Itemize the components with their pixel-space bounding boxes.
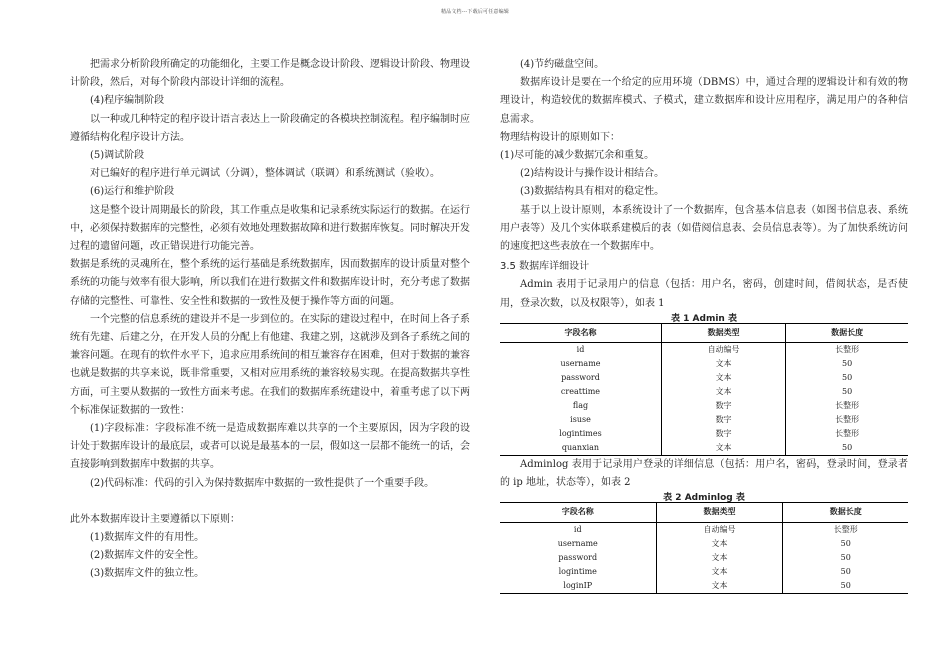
list-item: (4)节约磁盘空间。 — [520, 59, 605, 70]
list-item: (1)数据库文件的有用性。 — [90, 532, 205, 544]
table-row — [500, 343, 908, 358]
table-row — [500, 579, 908, 594]
table-row — [500, 522, 908, 537]
list-item: (3)数据库文件的独立性。 — [90, 568, 205, 580]
paragraph: 物理结构设计的原则如下： — [500, 131, 620, 143]
table-row — [500, 371, 908, 385]
table-cell: 50 — [786, 371, 908, 385]
left-column — [70, 56, 470, 584]
admin-table-container — [500, 313, 908, 456]
table-cell: 数字 — [661, 399, 785, 413]
column-header: 数据长度 — [783, 503, 908, 522]
table-cell: 50 — [783, 565, 908, 579]
table-cell: 文本 — [656, 565, 783, 579]
table-row — [500, 385, 908, 399]
list-item: (3)数据结构具有相对的稳定性。 — [520, 186, 665, 198]
table-cell: creattime — [560, 387, 601, 397]
right-column — [500, 56, 908, 594]
table-cell: 长整形 — [786, 399, 908, 413]
column-header: 字段名称 — [500, 323, 661, 342]
column-header: 字段名称 — [500, 503, 656, 522]
column-header: 数据类型 — [661, 323, 785, 342]
paragraph: (6)运行和维护阶段 — [90, 186, 175, 198]
table-cell: 文本 — [661, 385, 785, 399]
paragraph: (5)调试阶段 — [90, 150, 145, 162]
table-cell: 50 — [786, 357, 908, 371]
paragraph: (4)程序编制阶段 — [90, 95, 165, 107]
table-caption: 表 1 Admin 表 — [671, 313, 737, 324]
table-cell: 自动编号 — [656, 522, 783, 537]
table-row — [500, 551, 908, 565]
admin-table — [500, 323, 908, 456]
section-heading: 3.5 数据库详细设计 — [500, 261, 590, 273]
paragraph: (2)代码标准：代码的引入为保持数据库中数据的一致性提供了一个重要手段。 — [90, 477, 435, 489]
table-cell: 50 — [783, 551, 908, 565]
table-row — [500, 413, 908, 427]
table-cell: 长整形 — [786, 343, 908, 358]
table-caption: 表 2 Adminlog 表 — [663, 493, 745, 504]
table-cell: id — [573, 524, 582, 534]
table-cell: 长整形 — [786, 413, 908, 427]
list-item: (2)数据库文件的安全性。 — [90, 550, 205, 562]
table-row — [500, 441, 908, 456]
table-header-row — [500, 323, 908, 342]
table-cell: 文本 — [656, 579, 783, 594]
table-row — [500, 427, 908, 441]
table-cell: username — [560, 359, 601, 369]
table-cell: 文本 — [661, 357, 785, 371]
table-header-row — [500, 503, 908, 522]
paragraph: (1)字段标准：字段标准不统一是造成数据库难以共享的一个主要原因，因为字段的设计处于数据库设计的最底层，或者可以说是最基本的一层，假如这一层都不能统一的话，会直接影响到数据库中数据的共享。 — [70, 423, 470, 471]
table-row — [500, 357, 908, 371]
table-cell: 文本 — [661, 441, 785, 456]
table-cell: 50 — [783, 579, 908, 594]
table-cell: logintimes — [559, 429, 602, 439]
paragraph: 数据是系统的灵魂所在，整个系统的运行基础是系统数据库，因而数据库的设计质量对整个系统的功能与效率有很大影响，所以我们在进行数据文件和数据库设计时，充分考虑了数据存储的完整性、可靠性、安全性和数据的一致性及便于操作等方面的问题。 — [70, 259, 470, 307]
table-cell: 自动编号 — [661, 343, 785, 358]
table-cell: 50 — [783, 537, 908, 551]
table-cell: password — [561, 373, 600, 383]
table-cell: loginIP — [500, 579, 656, 594]
table-cell: 长整形 — [786, 427, 908, 441]
table-cell: isuse — [570, 415, 591, 425]
table-cell: 长整形 — [783, 522, 908, 537]
paragraph: 基于以上设计原则，本系统设计了一个数据库，包含基本信息表（如图书信息表、系统用户表等）及几个实体联系建模后的表（如借阅信息表、会员信息表等）。为了加快系统访问的速度把这些表放在一个数据库中。 — [500, 204, 908, 253]
paragraph: 此外本数据库设计主要遵循以下原则： — [70, 513, 240, 525]
table-cell: password — [558, 552, 598, 562]
table-cell: 文本 — [656, 537, 783, 551]
paragraph: 以一种或几种特定的程序设计语言表达上一阶段确定的各模块控制流程。程序编制时应遵循结构化程序设计方法。 — [70, 113, 470, 143]
paragraph: 数据库设计是要在一个给定的应用环境（DBMS）中，通过合理的逻辑设计和有效的物理设计，构造较优的数据库模式、子模式，建立数据库和设计应用程序，满足用户的各种信息需求。 — [500, 77, 908, 125]
table-cell: 50 — [786, 385, 908, 399]
list-item: (1)尽可能的减少数据冗余和重复。 — [500, 150, 655, 162]
table-cell: 文本 — [661, 371, 785, 385]
table-cell: logintime — [558, 566, 597, 576]
adminlog-table — [500, 502, 908, 593]
paragraph: 这是整个设计周期最长的阶段，其工作重点是收集和记录系统实际运行的数据。在运行中，必须保持数据库的完整性，必须有效地处理数据故障和进行数据库恢复。同时解决开发过程的遗留问题，改正错误进行功能完善。 — [70, 204, 470, 253]
table-row — [500, 399, 908, 413]
table-cell: quanxian — [500, 441, 661, 456]
table-row — [500, 565, 908, 579]
table-cell: 数字 — [661, 427, 785, 441]
page-header: 精品文档---下载后可任意编辑 — [440, 9, 510, 15]
table-cell: 文本 — [656, 551, 783, 565]
spacer — [70, 493, 470, 511]
paragraph: Admin 表用于记录用户的信息（包括：用户名，密码，创建时间，借阅状态，是否使用，登录次数，以及权限等），如表 1 — [500, 279, 908, 309]
paragraph: 一个完整的信息系统的建设并不是一步到位的。在实际的建设过程中，在时间上各子系统有先建、后建之分，在开发人员的分配上有他建、我建之别，这就涉及到各子系统之间的兼容问题。在现有的软件水平下，追求应用系统间的相互兼容存在困难，但对于数据的兼容也就是数据的共享来说，既非常重要，又相对应用系统的兼容较易实现。在提高数据共享性方面，可主要从数据的一致性方面来考虑。在我们的数据库系统建设中，着重考虑了以下两个标准保证数据的一致性： — [70, 313, 470, 416]
table-cell: username — [557, 538, 598, 548]
table-cell: 50 — [786, 441, 908, 456]
table-cell: flag — [572, 401, 589, 411]
table-cell: id — [576, 345, 585, 355]
table-row — [500, 537, 908, 551]
column-header: 数据类型 — [656, 503, 783, 522]
paragraph: 对已编好的程序进行单元调试（分调），整体调试（联调）和系统测试（验收）。 — [90, 168, 440, 180]
paragraph: 把需求分析阶段所确定的功能细化，主要工作是概念设计阶段、逻辑设计阶段、物理设计阶段，然后，对每个阶段内部设计详细的流程。 — [70, 59, 470, 89]
table-cell: 数字 — [661, 413, 785, 427]
paragraph: Adminlog 表用于记录用户登录的详细信息（包括：用户名，密码，登录时间，登录者的 ip 地址，状态等），如表 2 — [500, 459, 908, 489]
adminlog-table-container — [500, 493, 908, 593]
list-item: (2)结构设计与操作设计相结合。 — [520, 168, 665, 180]
column-header: 数据长度 — [786, 323, 908, 342]
